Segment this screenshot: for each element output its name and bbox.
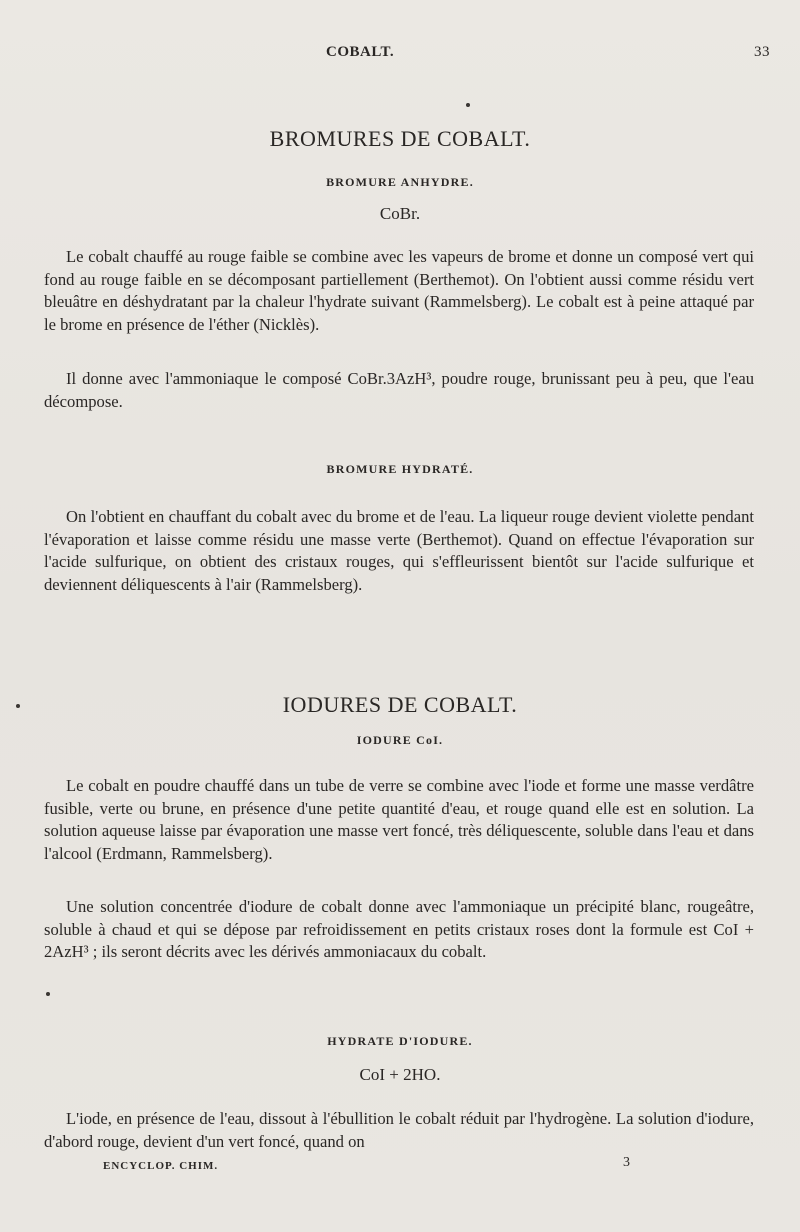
footer-signature: ENCYCLOP. CHIM. bbox=[103, 1160, 219, 1172]
paragraph-hydrate-iodure: L'iode, en présence de l'eau, dissout à l'ébullition le cobalt réduit par l'hydrogène. La solution d'iodure, d'abord rouge, devient d'un vert foncé, quand on bbox=[44, 1109, 754, 1151]
section-title-bromures: BROMURES DE COBALT. bbox=[269, 126, 531, 151]
paragraph-iodure-2: Une solution concentrée d'iodure de cobalt donne avec l'ammoniaque un précipité blanc, rougeâtre, soluble à chaud et qui se dépose par refroidissement en petits cristaux roses dont la formule est CoI + 2AzH³ ; ils seront décrits avec les dérivés ammoniacaux du cobalt. bbox=[44, 897, 754, 962]
paragraph-iodure-1: Le cobalt en poudre chauffé dans un tube de verre se combine avec l'iode et forme une masse verdâtre fusible, verte ou brune, en présence d'une petite quantité d'eau, et rouge quand elle est en solution. La solution aqueuse laisse par évaporation une masse vert foncé, très déliquescente, soluble dans l'eau et dans l'alcool (Erdmann, Rammelsberg). bbox=[44, 776, 754, 863]
formula-coi-2ho: CoI + 2HO. bbox=[359, 1065, 441, 1084]
page-number: 33 bbox=[754, 44, 770, 60]
print-speck bbox=[46, 992, 50, 996]
footer-signature-number: 3 bbox=[623, 1155, 630, 1170]
paragraph-bromure-anhydre-2: Il donne avec l'ammoniaque le composé CoBr.3AzH³, poudre rouge, brunissant peu à peu, que l'eau décompose. bbox=[44, 369, 754, 411]
subheading-bromure-hydrate: BROMURE HYDRATÉ. bbox=[326, 462, 474, 476]
subheading-iodure: IODURE CoI. bbox=[356, 733, 444, 747]
subheading-hydrate-iodure: HYDRATE D'IODURE. bbox=[327, 1034, 473, 1048]
print-speck bbox=[466, 103, 470, 107]
paragraph-bromure-hydrate: On l'obtient en chauffant du cobalt avec du brome et de l'eau. La liqueur rouge devient violette pendant l'évaporation et laisse comme résidu une masse verte (Berthemot). Quand on effectue l'évaporation sur l'acide sulfurique, on obtient des cristaux rouges, qui s'effleurissent bientôt sur l'acide sulfurique et deviennent déliquescents à l'air (Rammelsberg). bbox=[44, 507, 754, 594]
formula-cobr: CoBr. bbox=[379, 204, 421, 223]
paragraph-bromure-anhydre-1: Le cobalt chauffé au rouge faible se combine avec les vapeurs de brome et donne un composé vert qui fond au rouge faible en se décomposant partiellement (Berthemot). On l'obtient aussi comme résidu vert bleuâtre en déshydratant par la chaleur l'hydrate suivant (Rammelsberg). Le cobalt est à peine attaqué par le brome en présence de l'éther (Nicklès). bbox=[44, 247, 754, 334]
subheading-bromure-anhydre: BROMURE ANHYDRE. bbox=[326, 175, 474, 189]
running-title: COBALT. bbox=[326, 44, 395, 60]
section-title-iodures: IODURES DE COBALT. bbox=[282, 692, 518, 717]
